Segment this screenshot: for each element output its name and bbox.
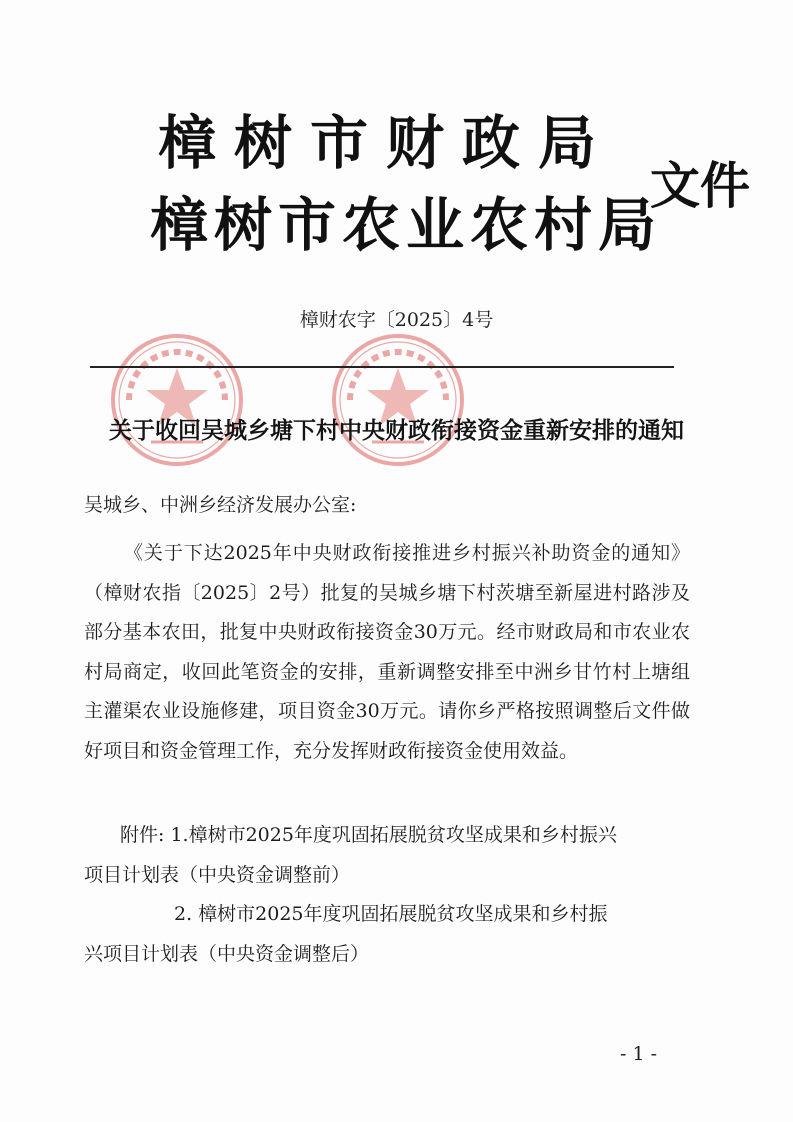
official-seal-icon <box>328 330 468 470</box>
issuer-suffix: 文件 <box>650 157 750 215</box>
page-number: - 1 - <box>620 1043 658 1065</box>
issuer-agriculture-bureau: 樟树市农业农村局 <box>150 191 663 259</box>
attachments-list <box>84 816 690 974</box>
document-title: 关于收回吴城乡塘下村中央财政衔接资金重新安排的通知 <box>109 418 684 444</box>
issuer-finance-bureau: 樟树市财政局 <box>158 109 615 177</box>
attachment-2-line-2: 兴项目计划表（中央资金调整后） <box>84 942 370 965</box>
document-number: 樟财农字〔2025〕4号 <box>299 309 494 331</box>
attachment-2-line-1: 2. 樟树市2025年度巩固拓展脱贫攻坚成果和乡村振 <box>174 903 608 925</box>
header-divider <box>90 366 674 368</box>
body-paragraph: 《关于下达2025年中央财政衔接推进乡村振兴补助资金的通知》（樟财农指〔2025〕2号）批复的吴城乡塘下村茨塘至新屋进村路涉及部分基本农田，批复中央财政衔接资金30万元。经市财政局和市农业农村局商定，收回此笔资金的安排，重新调整安排至中洲乡甘竹村上塘组主灌渠农业设施修建，项目资金30万元。请你乡严格按照调整后文件做好项目和资金管理工作，充分发挥财政衔接资金使用效益。 <box>84 542 690 762</box>
addressee: 吴城乡、中洲乡经济发展办公室: <box>84 494 357 516</box>
attachment-1-line-2: 项目计划表（中央资金调整前） <box>84 863 351 886</box>
attachment-1-line-1: 附件: 1.樟树市2025年度巩固拓展脱贫攻坚成果和乡村振兴 <box>120 824 617 846</box>
official-seal-icon <box>107 330 247 470</box>
